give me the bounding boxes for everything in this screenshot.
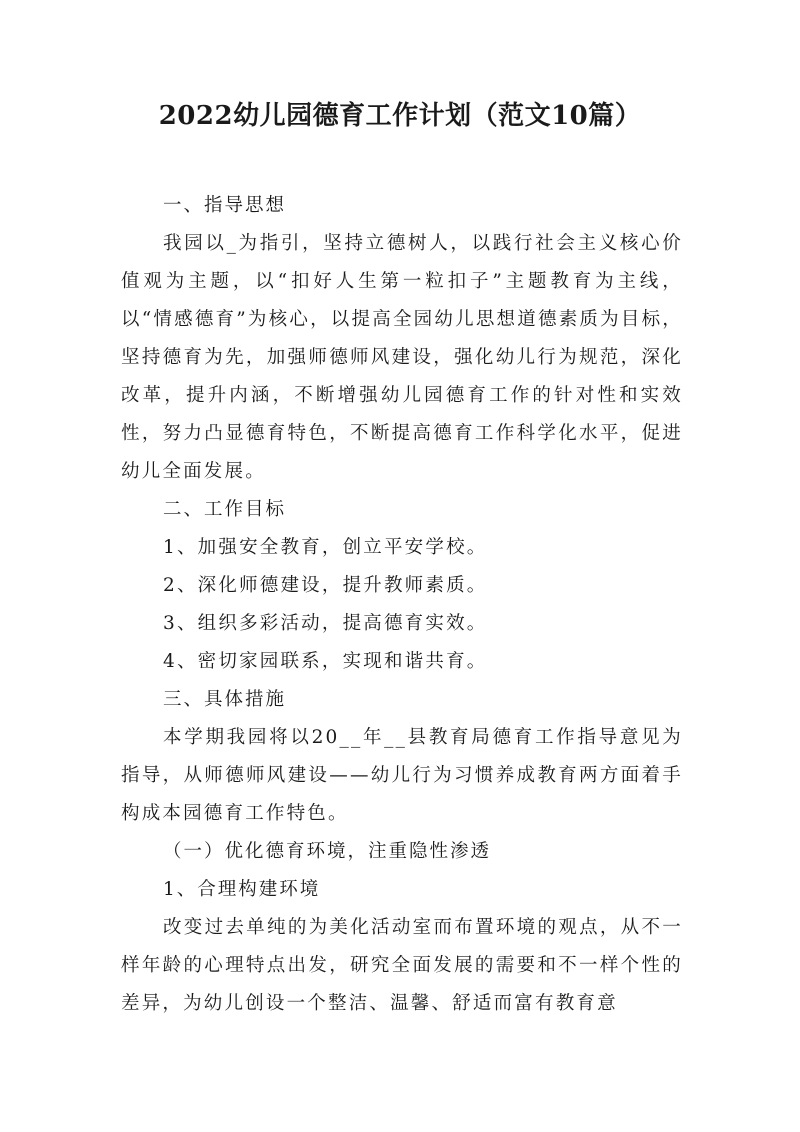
document-body: [121, 187, 683, 1023]
section-heading-measures: 三、具体措施: [163, 689, 287, 710]
section-heading-work-goals: 二、工作目标: [163, 499, 287, 520]
paragraph-measures-intro: 本学期我园将以20__年__县教育局德育工作指导意见为指导，从师德师风建设——幼儿行为习惯养成教育两方面着手构成本园德育工作特色。: [121, 727, 683, 824]
goal-item-2: 2、深化师德建设，提升教师素质。: [163, 575, 488, 596]
paragraph-guiding-ideology: 我园以_为指引，坚持立德树人，以践行社会主义核心价值观为主题，以“扣好人生第一粒扣子”主题教育为主线，以“情感德育”为核心，以提高全园幼儿思想道德素质为目标，坚持德育为先，加强师德师风建设，强化幼儿行为规范，深化改革，提升内涵，不断增强幼儿园德育工作的针对性和实效性，努力凸显德育特色，不断提高德育工作科学化水平，促进幼儿全面发展。: [121, 233, 683, 482]
item-heading-build-environment: 1、合理构建环境: [163, 879, 321, 900]
document-title: 2022幼儿园德育工作计划（范文10篇）: [158, 101, 642, 131]
subsection-heading-environment: （一）优化德育环境，注重隐性渗透: [163, 841, 492, 862]
goal-item-1: 1、加强安全教育，创立平安学校。: [163, 537, 488, 558]
goal-item-4: 4、密切家园联系，实现和谐共育。: [163, 651, 488, 672]
section-heading-guiding-ideology: 一、指导思想: [163, 195, 287, 216]
goal-item-3: 3、组织多彩活动，提高德育实效。: [163, 613, 488, 634]
paragraph-build-environment: 改变过去单纯的为美化活动室而布置环境的观点，从不一样年龄的心理特点出发，研究全面发展的需要和不一样个性的差异，为幼儿创设一个整洁、温馨、舒适而富有教育意: [121, 917, 683, 1014]
